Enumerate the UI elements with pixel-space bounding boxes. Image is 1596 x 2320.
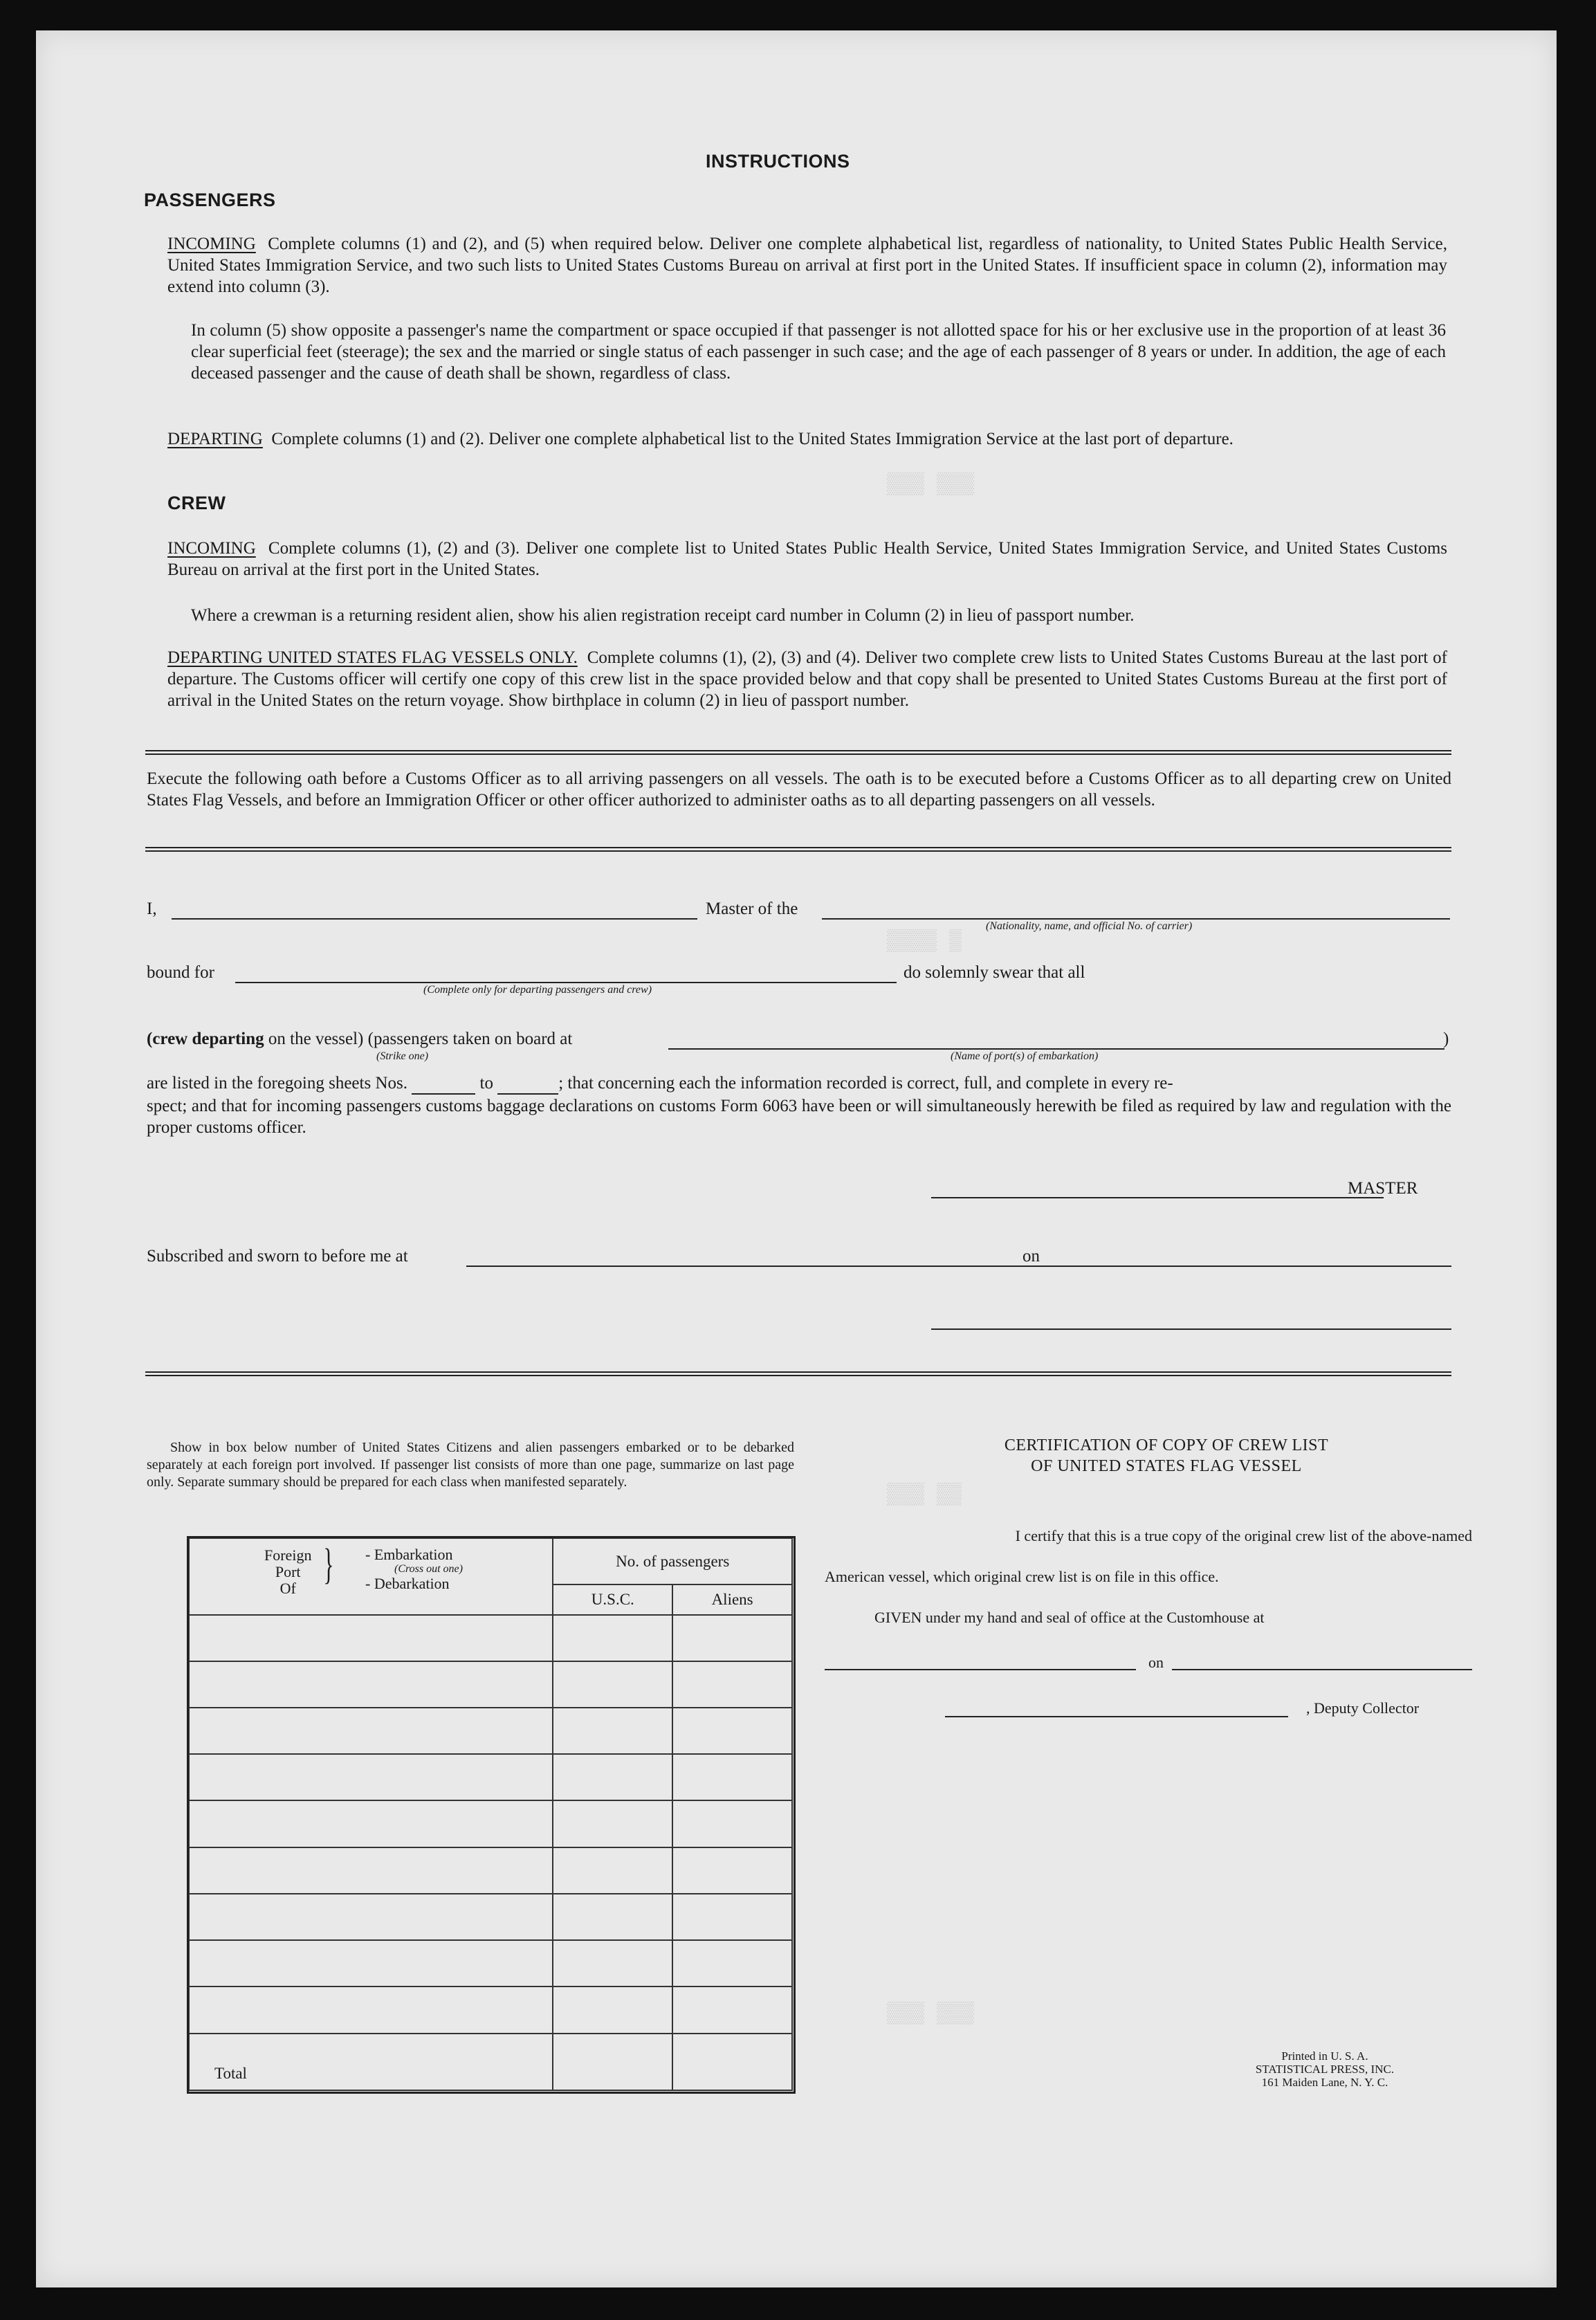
given-text: GIVEN under my hand and seal of office at the Customhouse at — [874, 1609, 1265, 1626]
master-name-field[interactable] — [172, 918, 697, 920]
table-row — [189, 1986, 792, 2033]
crew-departing-text: Complete columns (1), (2), (3) and (4). Deliver two complete crew lists to United States Customs Bureau at the last port of departure. The Customs officer will certify one copy of this crew list in the space provided below and that copy shall be presented to United States Customs Bureau at the first port of arrival in the United States on the return voyage. Show birthplace in column (2) in lieu of passport number. — [167, 648, 1447, 710]
carrier-field[interactable] — [822, 918, 1450, 920]
section-divider — [145, 750, 1451, 755]
customhouse-field[interactable] — [825, 1669, 1136, 1670]
debarkation-label: - Debarkation — [365, 1575, 450, 1592]
form-sheet — [36, 30, 1557, 2287]
printer-line2: STATISTICAL PRESS, INC. — [1255, 2063, 1395, 2076]
aliens-cell[interactable] — [672, 1754, 792, 1800]
usc-cell[interactable] — [553, 1615, 672, 1661]
sworn-on-label: on — [1022, 1247, 1040, 1266]
officer-signature-field[interactable] — [931, 1328, 1451, 1330]
aliens-cell[interactable] — [672, 1894, 792, 1940]
certification-title — [876, 1435, 1457, 1477]
master-signature-field[interactable] — [931, 1197, 1384, 1198]
listed-rest: spect; and that for incoming passengers customs baggage declarations on customs Form 6063 have been or will simultaneously herewith be filed as required by law and regulation with the proper customs officer. — [147, 1097, 1451, 1137]
port-cell[interactable] — [189, 1754, 553, 1800]
crew-heading: CREW — [167, 493, 226, 513]
cross-out-hint: (Cross out one) — [394, 1563, 463, 1575]
embarkation-port-field[interactable] — [668, 1048, 1444, 1050]
usc-cell[interactable] — [553, 1847, 672, 1894]
certification-on-label: on — [1148, 1654, 1164, 1671]
oath-intro: Execute the following oath before a Customs Officer as to all arriving passengers on all vessels. The oath is to be executed before a Customs Officer as to all departing crew on United States Flag Vessels, and before an Immigration Officer or other officer authorized to administer oaths as to all departing passengers on all vessels. — [147, 769, 1451, 810]
brace-glyph: } — [323, 1541, 334, 1588]
aliens-cell[interactable] — [672, 1661, 792, 1708]
usc-cell[interactable] — [553, 1661, 672, 1708]
certification-title-line1: CERTIFICATION OF COPY OF CREW LIST — [1004, 1436, 1329, 1454]
swear-label: do solemnly swear that all — [904, 963, 1085, 982]
master-label: MASTER — [1348, 1179, 1418, 1198]
total-label: Total — [189, 2034, 553, 2090]
on-vessel-text: on the vessel) — [268, 1030, 364, 1048]
crew-incoming-text: Complete columns (1), (2) and (3). Deliver one complete list to United States Public Health Service, United States Immigration Service, and United States Customs Bureau on arrival at the first port in the United States. — [167, 539, 1447, 579]
deputy-collector-signature-field[interactable] — [945, 1716, 1288, 1717]
port-label: Port — [275, 1563, 301, 1580]
certify-text-a: I certify that this is a true copy of the original crew list of the above-named — [1015, 1527, 1472, 1544]
table-row — [189, 1800, 792, 1847]
listed-to-label: to — [479, 1074, 493, 1093]
usc-cell[interactable] — [553, 1894, 672, 1940]
listed-text-a: are listed in the foregoing sheets Nos. — [147, 1074, 407, 1093]
sheet-from-field[interactable] — [412, 1074, 475, 1095]
table-row — [189, 1708, 792, 1754]
carrier-hint: (Nationality, name, and official No. of carrier) — [986, 920, 1193, 932]
oath-i-label: I, — [147, 899, 157, 918]
aliens-total-cell[interactable] — [672, 2034, 792, 2090]
foreign-label: Foreign — [264, 1546, 312, 1564]
aliens-cell[interactable] — [672, 1847, 792, 1894]
usc-header: U.S.C. — [553, 1584, 672, 1614]
passenger-summary-table — [188, 1537, 793, 2091]
aliens-header: Aliens — [672, 1584, 792, 1614]
crewman-paragraph: Where a crewman is a returning resident alien, show his alien registration receipt card number in Column (2) in lieu of passport number. — [191, 606, 1135, 625]
port-cell[interactable] — [189, 1800, 553, 1847]
table-row — [189, 1754, 792, 1800]
aliens-cell[interactable] — [672, 1800, 792, 1847]
bound-for-label: bound for — [147, 963, 214, 982]
close-paren: ) — [1443, 1030, 1449, 1048]
certify-text-b: American vessel, which original crew list is on file in this office. — [825, 1568, 1219, 1585]
aliens-cell[interactable] — [672, 1986, 792, 2033]
table-row — [189, 1894, 792, 1940]
crew-departing-option[interactable]: (crew departing — [147, 1030, 264, 1048]
port-cell[interactable] — [189, 1615, 553, 1661]
bound-for-field[interactable] — [235, 982, 897, 983]
crew-departing-paragraph — [167, 647, 1447, 711]
crew-incoming-label: INCOMING — [167, 539, 256, 558]
aliens-cell[interactable] — [672, 1615, 792, 1661]
master-of-label: Master of the — [706, 899, 798, 918]
printer-line3: 161 Maiden Lane, N. Y. C. — [1261, 2076, 1388, 2089]
section-divider — [145, 1371, 1451, 1376]
port-hint: (Name of port(s) of embarkation) — [951, 1050, 1099, 1062]
aliens-cell[interactable] — [672, 1708, 792, 1754]
table-row — [189, 1615, 792, 1661]
of-label: Of — [279, 1580, 296, 1597]
sworn-place-field[interactable] — [466, 1266, 1054, 1267]
usc-cell[interactable] — [553, 1708, 672, 1754]
embarkation-label: - Embarkation — [365, 1546, 453, 1563]
bleed-through-mark: ▒▒▒▒ ▒ — [887, 930, 962, 953]
departing-text: Complete columns (1) and (2). Deliver one complete alphabetical list to the United States Immigration Service at the last port of departure. — [271, 430, 1233, 448]
passengers-incoming-paragraph — [167, 233, 1447, 298]
no-of-passengers-header: No. of passengers — [553, 1538, 792, 1584]
sworn-date-field[interactable] — [1046, 1266, 1451, 1267]
summary-intro: Show in box below number of United States Citizens and alien passengers embarked or to be debarked separately at each foreign port involved. If passenger list consists of more than one page, summarize on last page only. Separate summary should be prepared for each class when manifested separately. — [147, 1440, 794, 1490]
port-cell[interactable] — [189, 1661, 553, 1708]
instructions-title: INSTRUCTIONS — [706, 151, 850, 172]
bleed-through-mark: ▒▒▒ ▒▒▒ — [887, 473, 975, 497]
usc-cell[interactable] — [553, 1800, 672, 1847]
passengers-heading: PASSENGERS — [144, 190, 276, 210]
port-cell[interactable] — [189, 1894, 553, 1940]
table-row — [189, 1847, 792, 1894]
listed-line — [147, 1074, 1173, 1095]
aliens-cell[interactable] — [672, 1940, 792, 1986]
crew-passenger-line — [147, 1030, 572, 1049]
bleed-through-mark: ▒▒▒ ▒▒▒ — [887, 2002, 975, 2026]
incoming-label: INCOMING — [167, 235, 256, 253]
bleed-through-mark: ▒▒▒ ▒▒ — [887, 1483, 962, 1507]
column5-paragraph: In column (5) show opposite a passenger's name the compartment or space occupied if that passenger is not allotted space for his or her exclusive use in the proportion of at least 36 clear superficial feet (steerage); the sex and the married or single status of each passenger in such case; and the age of each passenger of 8 years or under. In addition, the age of each deceased passenger and the cause of death shall be shown, regardless of class. — [191, 321, 1446, 383]
listed-text-b: ; that concerning each the information recorded is correct, full, and complete in every re- — [558, 1074, 1173, 1093]
port-cell[interactable] — [189, 1986, 553, 2033]
certification-date-field[interactable] — [1172, 1669, 1472, 1670]
subscribed-label: Subscribed and sworn to before me at — [147, 1247, 408, 1266]
crew-incoming-paragraph — [167, 538, 1447, 581]
foreign-port-header — [189, 1538, 553, 1615]
section-divider — [145, 847, 1451, 852]
usc-cell[interactable] — [553, 1754, 672, 1800]
table-row — [189, 1661, 792, 1708]
passengers-taken-option[interactable]: (passengers taken on board at — [367, 1030, 573, 1048]
total-row — [189, 2034, 792, 2090]
table-row — [189, 1940, 792, 1986]
crew-departing-label: DEPARTING UNITED STATES FLAG VESSELS ONLY. — [167, 648, 578, 667]
printer-imprint — [1226, 2049, 1424, 2089]
strike-one-hint: (Strike one) — [376, 1050, 429, 1062]
printer-line1: Printed in U. S. A. — [1281, 2049, 1368, 2063]
usc-cell[interactable] — [553, 1986, 672, 2033]
port-cell[interactable] — [189, 1940, 553, 1986]
passengers-departing-paragraph — [167, 428, 1447, 450]
sheet-to-field[interactable] — [497, 1074, 558, 1095]
port-cell[interactable] — [189, 1708, 553, 1754]
incoming-text: Complete columns (1) and (2), and (5) when required below. Deliver one complete alphabetical list, regardless of nationality, to United States Public Health Service, United States Immigration Service, and two such lists to United States Customs Bureau on arrival at first port in the United States. If insufficient space in column (2), information may extend into column (3). — [167, 235, 1448, 296]
usc-total-cell[interactable] — [553, 2034, 672, 2090]
port-cell[interactable] — [189, 1847, 553, 1894]
deputy-collector-label: , Deputy Collector — [1306, 1699, 1420, 1717]
certification-title-line2: OF UNITED STATES FLAG VESSEL — [1031, 1457, 1302, 1475]
departing-label: DEPARTING — [167, 430, 263, 448]
usc-cell[interactable] — [553, 1940, 672, 1986]
bound-for-hint: (Complete only for departing passengers and crew) — [423, 984, 652, 996]
